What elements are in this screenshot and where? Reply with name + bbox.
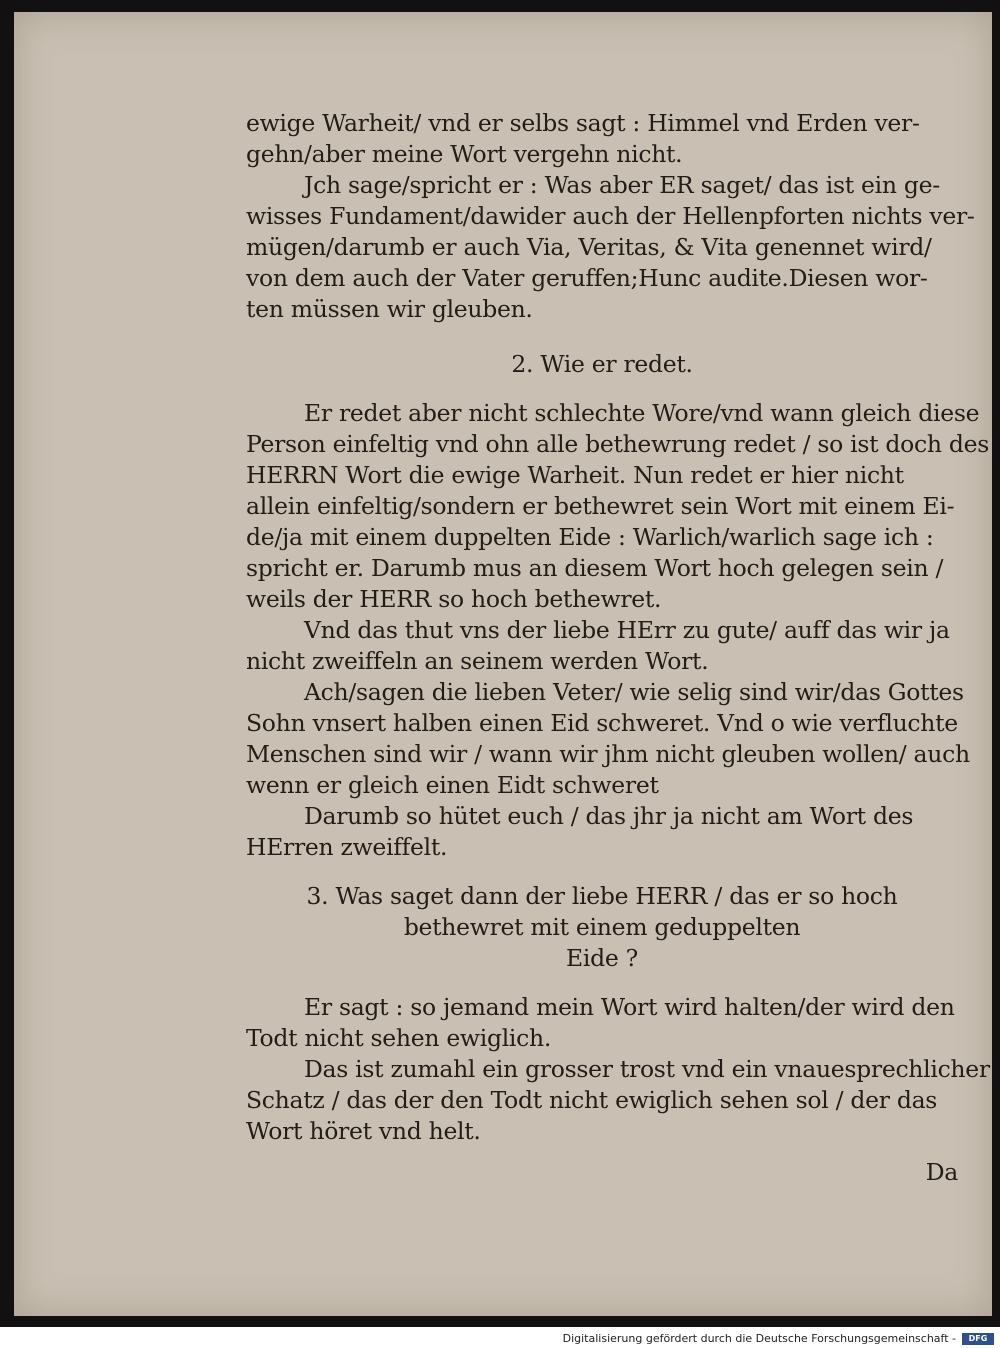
text-line: HErren zweiffelt.	[246, 833, 448, 861]
text-line: allein einfeltig/sondern er bethewret sein Wort mit einem Ei-	[246, 492, 955, 520]
paragraph-first-line: Ach/sagen die lieben Veter/ wie selig sind wir/das Gottes	[304, 678, 964, 706]
text-line: von dem auch der Vater geruffen;Hunc audite.Diesen wor-	[246, 264, 928, 292]
text-line: ewige Warheit/ vnd er selbs sagt : Himmel vnd Erden ver-	[246, 109, 920, 137]
section-heading-3: bethewret mit einem geduppelten	[403, 913, 801, 941]
section-heading-2: 2. Wie er redet.	[511, 350, 693, 378]
book-page	[14, 12, 992, 1316]
text-line: de/ja mit einem duppelten Eide : Warlich/warlich sage ich :	[246, 523, 934, 551]
paragraph-first-line: Er redet aber nicht schlechte Wore/vnd wann gleich diese	[304, 399, 980, 427]
paragraph-first-line: Er sagt : so jemand mein Wort wird halten/der wird den	[304, 993, 955, 1021]
text-line: gehn/aber meine Wort vergehn nicht.	[246, 140, 683, 168]
text-line: weils der HERR so hoch bethewret.	[246, 585, 662, 613]
text-line: spricht er. Darumb mus an diesem Wort hoch gelegen sein /	[246, 554, 944, 582]
digitization-footer	[0, 1330, 1000, 1348]
funding-credit: Digitalisierung gefördert durch die Deutsche Forschungsgemeinschaft -	[562, 1332, 956, 1345]
paragraph-first-line: Vnd das thut vns der liebe HErr zu gute/ auff das wir ja	[304, 616, 950, 644]
paragraph-first-line: Jch sage/spricht er : Was aber ER saget/ das ist ein ge-	[304, 171, 940, 199]
section-heading-3: 3. Was saget dann der liebe HERR / das er so hoch	[306, 882, 898, 910]
text-line: nicht zweiffeln an seinem werden Wort.	[246, 647, 709, 675]
text-line: Person einfeltig vnd ohn alle bethewrung redet / so ist doch des	[246, 430, 989, 458]
text-line: Schatz / das der den Todt nicht ewiglich sehen sol / der das	[246, 1086, 938, 1114]
text-line: Menschen sind wir / wann wir jhm nicht gleuben wollen/ auch	[246, 740, 970, 768]
paragraph-first-line: Darumb so hütet euch / das jhr ja nicht am Wort des	[304, 802, 914, 830]
text-line: Todt nicht sehen ewiglich.	[246, 1024, 552, 1052]
paragraph-first-line: Das ist zumahl ein grosser trost vnd ein vnauesprechlicher	[304, 1055, 990, 1083]
catchword: Da	[925, 1158, 958, 1186]
text-line: Sohn vnsert halben einen Eid schweret. Vnd o wie verfluchte	[246, 709, 958, 737]
page-text	[246, 108, 990, 1188]
text-line: wenn er gleich einen Eidt schweret	[246, 771, 659, 799]
text-line: Wort höret vnd helt.	[246, 1117, 481, 1145]
text-line: ten müssen wir gleuben.	[246, 295, 533, 323]
section-heading-3: Eide ?	[566, 944, 638, 972]
text-line: HERRN Wort die ewige Warheit. Nun redet er hier nicht	[246, 461, 904, 489]
text-line: wisses Fundament/dawider auch der Hellenpforten nichts ver-	[246, 202, 975, 230]
dfg-logo: DFG	[962, 1333, 994, 1345]
text-line: mügen/darumb er auch Via, Veritas, & Vita genennet wird/	[246, 233, 932, 261]
